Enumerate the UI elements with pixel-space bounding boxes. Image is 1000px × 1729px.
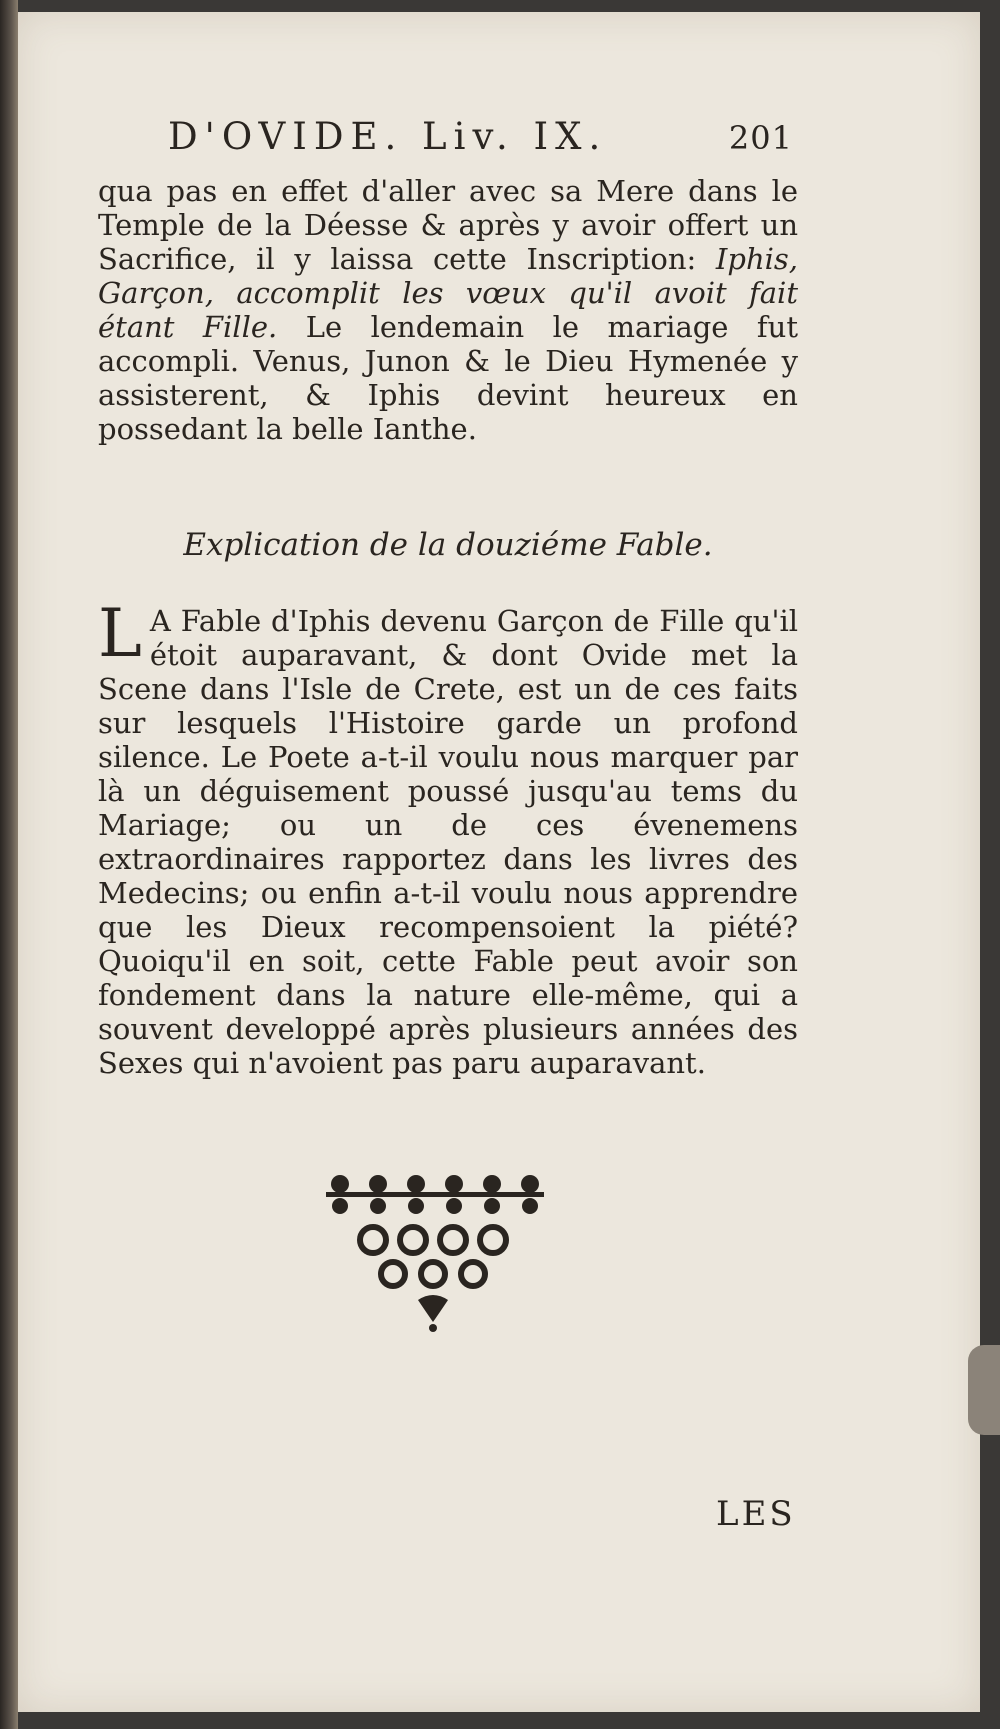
page-number: 201 (728, 119, 793, 157)
inscription-italic: Iphis, Garçon, accomplit les vœux qu'il avoit fait étant Fille. (98, 242, 798, 344)
running-head (168, 115, 793, 158)
running-head-title: D'OVIDE. Liv. IX. (168, 115, 608, 158)
floral-tailpiece-icon (318, 1162, 558, 1332)
paragraph-explication (98, 595, 798, 1080)
book-page (18, 12, 980, 1712)
section-heading: Explication de la douziéme Fable. (183, 527, 713, 563)
book-binding-edge (0, 0, 18, 1729)
paragraph-narrative (98, 174, 798, 446)
page-tab-marker (968, 1345, 1000, 1435)
paragraph-text-end: Le lendemain le mariage fut accompli. Venus, Junon & le Dieu Hymenée y assisterent, & Iphis devint heureux en possedant la belle Ianthe. (98, 310, 798, 446)
explication-text: A Fable d'Iphis devenu Garçon de Fille qu'il étoit auparavant, & dont Ovide met la Scene dans l'Isle de Crete, est un de ces faits sur lesquels l'Histoire garde un profond silence. Le Poete a-t-il voulu nous marquer par là un déguisement poussé jusqu'au tems du Mariage; ou un de ces évenemens extraordinaires rapportez dans les livres des Medecins; ou enfin a-t-il voulu nous apprendre que les Dieux recompensoient la piété? Quoiqu'il en soit, cette Fable peut avoir son fondement dans la nature elle-même, qui a souvent developpé après plusieurs années des Sexes qui n'avoient pas paru auparavant. (98, 604, 798, 1080)
drop-cap: L (98, 595, 142, 672)
catchword: LES (716, 1494, 796, 1534)
paragraph-text-start: qua pas en effet d'aller avec sa Mere dans le Temple de la Déesse & après y avoir offert un Sacrifice, il y laissa cette Inscription: (98, 174, 798, 276)
